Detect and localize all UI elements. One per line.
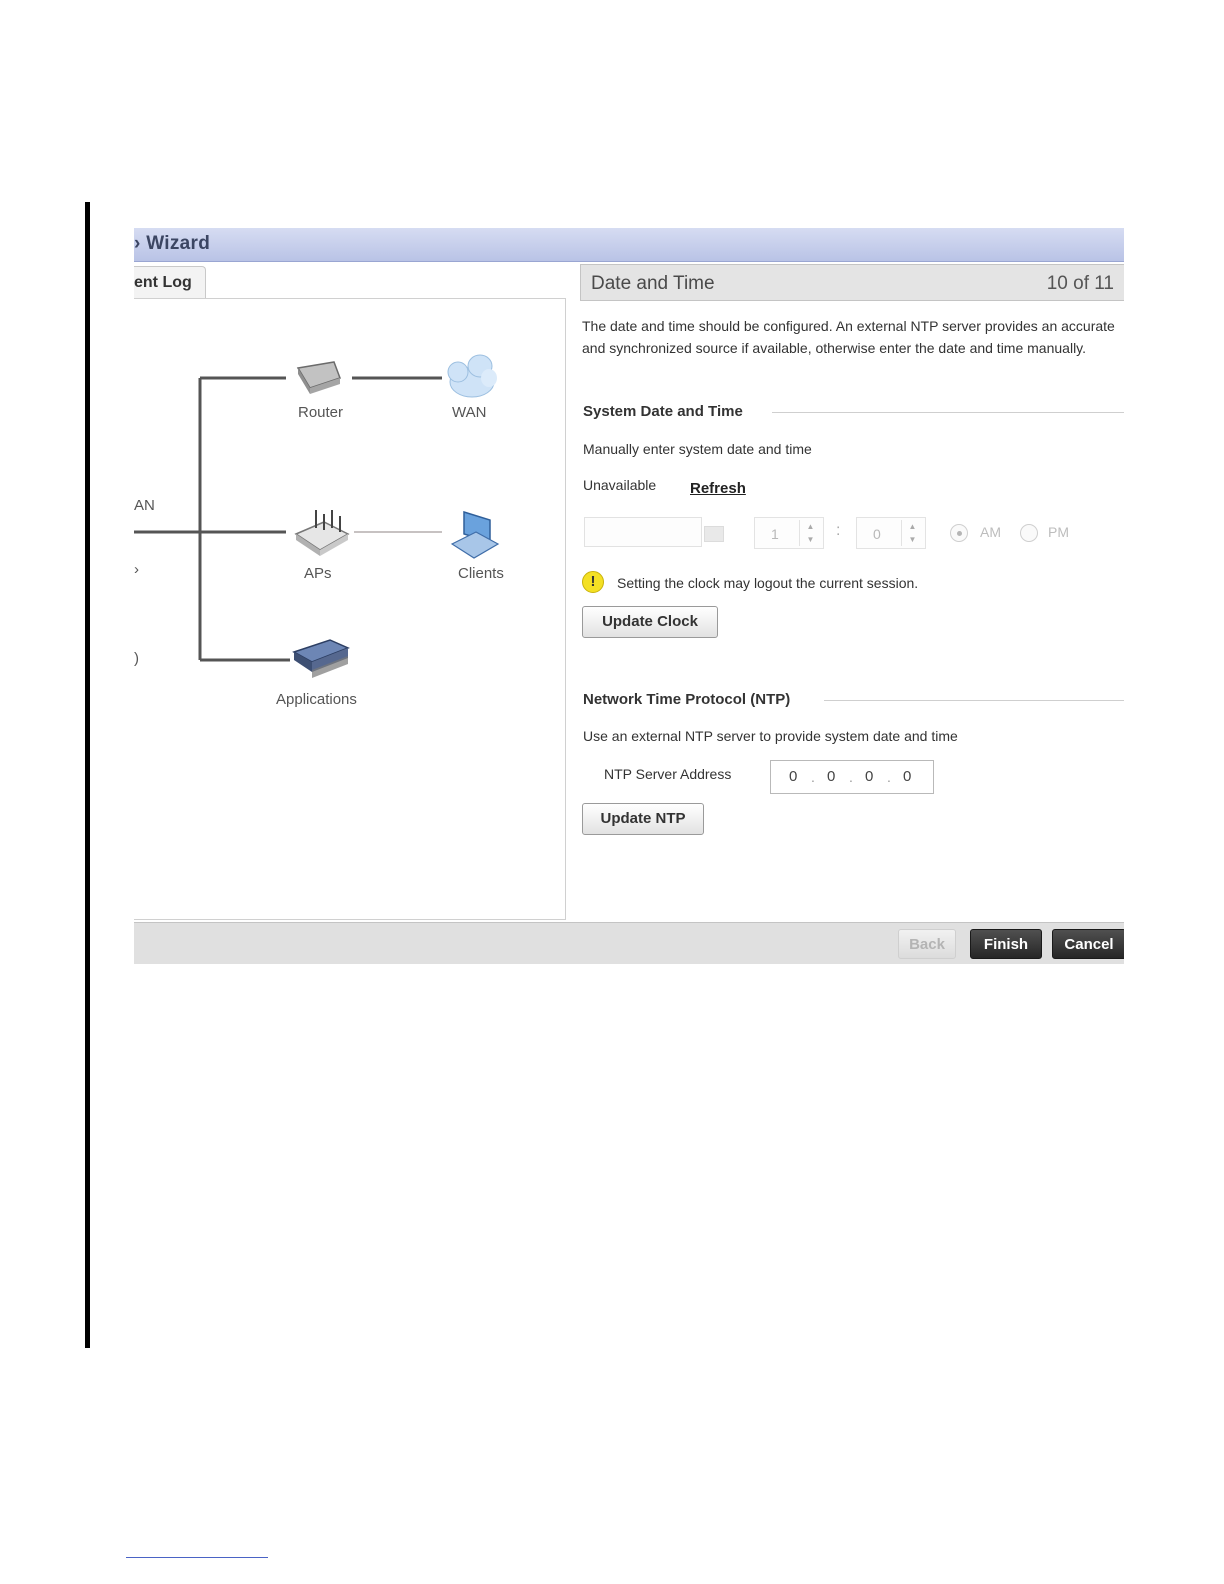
server-icon bbox=[294, 640, 348, 678]
octet-dot: . bbox=[811, 769, 815, 785]
ntp-address-label: NTP Server Address bbox=[604, 766, 732, 782]
clock-warning-text: Setting the clock may logout the current session. bbox=[617, 575, 919, 591]
system-date-group-title: System Date and Time bbox=[583, 403, 743, 420]
am-radio[interactable] bbox=[950, 524, 968, 542]
router-label: Router bbox=[298, 404, 344, 421]
ntp-instruction: Use an external NTP server to provide system date and time bbox=[583, 728, 958, 744]
hour-stepper-arrows[interactable] bbox=[799, 520, 821, 546]
ntp-group-title: Network Time Protocol (NTP) bbox=[583, 691, 791, 708]
pm-label: PM bbox=[1048, 524, 1069, 540]
am-label: AM bbox=[980, 524, 1001, 540]
hour-stepper[interactable] bbox=[754, 517, 824, 549]
hour-down-icon[interactable]: ▼ bbox=[806, 535, 815, 544]
page-margin-rule bbox=[85, 202, 90, 1348]
wan-label: WAN bbox=[452, 404, 487, 421]
section-header bbox=[580, 264, 1124, 301]
refresh-link[interactable]: Refresh bbox=[690, 480, 746, 497]
ntp-octet-2[interactable]: 0 bbox=[827, 768, 836, 785]
minute-stepper[interactable] bbox=[856, 517, 926, 549]
tab-event-log[interactable] bbox=[134, 266, 206, 298]
aps-label: APs bbox=[304, 565, 332, 582]
minute-stepper-arrows[interactable] bbox=[901, 520, 923, 546]
octet-dot: . bbox=[849, 769, 853, 785]
calendar-icon[interactable] bbox=[704, 526, 724, 542]
setup-wizard-window bbox=[134, 228, 1124, 964]
section-title: Date and Time bbox=[591, 273, 715, 294]
page-footer-rule bbox=[126, 1557, 268, 1558]
title-text: Wizard bbox=[146, 233, 211, 254]
laptop-icon bbox=[452, 512, 498, 558]
group-divider bbox=[824, 700, 1124, 701]
title-prefix: › bbox=[134, 233, 141, 254]
router-icon bbox=[298, 362, 340, 394]
minute-up-icon[interactable]: ▲ bbox=[908, 522, 917, 531]
back-button[interactable]: Back bbox=[898, 929, 956, 959]
topology-diagram bbox=[134, 298, 566, 798]
warning-icon: ! bbox=[582, 571, 604, 593]
clock-status: Unavailable bbox=[583, 477, 657, 493]
partial-label-3: ) bbox=[134, 650, 139, 667]
group-divider bbox=[772, 412, 1124, 413]
lan-partial-label: AN bbox=[134, 497, 155, 514]
access-point-icon bbox=[296, 510, 348, 556]
update-ntp-button[interactable]: Update NTP bbox=[582, 803, 704, 835]
date-time-panel bbox=[580, 264, 1124, 920]
minute-value: 0 bbox=[873, 526, 881, 542]
cancel-button[interactable]: Cancel bbox=[1052, 929, 1124, 959]
step-indicator: 10 of 11 bbox=[1046, 273, 1114, 294]
tab-label: ent Log bbox=[134, 274, 192, 291]
applications-label: Applications bbox=[276, 691, 357, 708]
octet-dot: . bbox=[887, 769, 891, 785]
finish-button[interactable]: Finish bbox=[970, 929, 1042, 959]
date-field[interactable] bbox=[584, 517, 702, 547]
wizard-footer bbox=[134, 922, 1124, 964]
time-separator: : bbox=[836, 522, 841, 539]
ntp-octet-3[interactable]: 0 bbox=[865, 768, 874, 785]
section-description: The date and time should be configured. An external NTP server provides an accurate and synchronized source if available, otherwise enter the date and time manually. bbox=[582, 318, 1115, 356]
clients-label: Clients bbox=[458, 565, 504, 582]
ntp-address-input[interactable] bbox=[770, 760, 934, 794]
ntp-octet-1[interactable]: 0 bbox=[789, 768, 798, 785]
cloud-icon bbox=[448, 355, 497, 397]
hour-up-icon[interactable]: ▲ bbox=[806, 522, 815, 531]
hour-value: 1 bbox=[771, 526, 779, 542]
topology-connectors bbox=[134, 378, 442, 660]
ntp-octet-4[interactable]: 0 bbox=[903, 768, 912, 785]
window-title bbox=[134, 233, 210, 255]
system-date-instruction: Manually enter system date and time bbox=[583, 441, 812, 457]
partial-label-2: › bbox=[134, 561, 139, 578]
window-titlebar bbox=[134, 228, 1124, 262]
minute-down-icon[interactable]: ▼ bbox=[908, 535, 917, 544]
update-clock-button[interactable]: Update Clock bbox=[582, 606, 718, 638]
pm-radio[interactable] bbox=[1020, 524, 1038, 542]
